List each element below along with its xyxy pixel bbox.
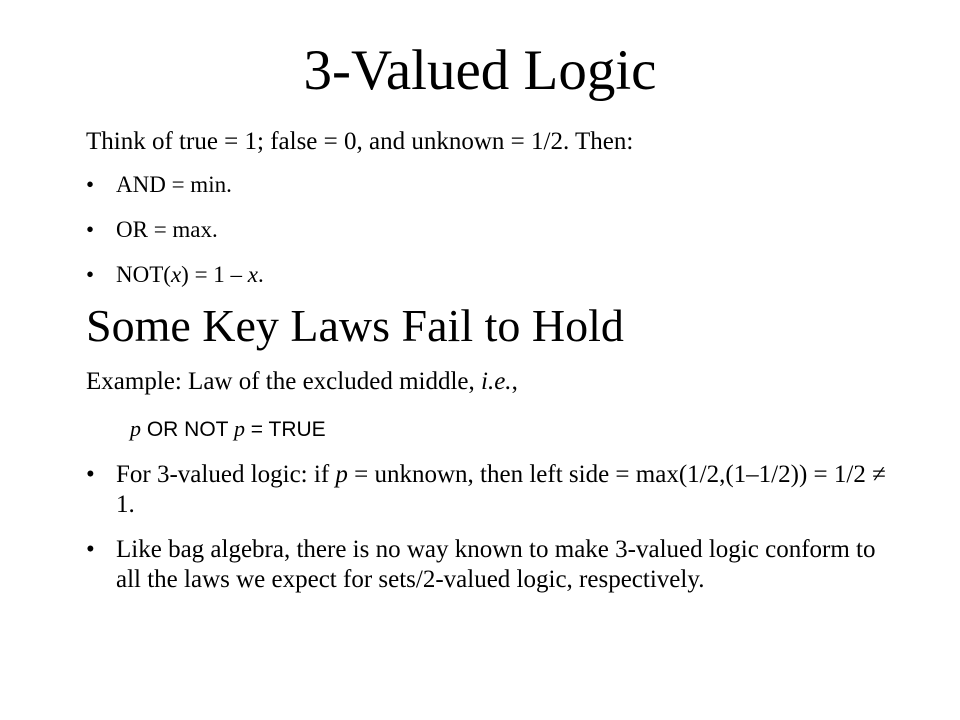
- formula-var-p: p: [130, 416, 141, 441]
- bullet-text: AND = min.: [116, 172, 232, 197]
- variable-x: x: [170, 262, 182, 287]
- bullet-dot: •: [86, 536, 95, 563]
- example-post: ,: [511, 368, 518, 395]
- bullet-text: [116, 260, 264, 290]
- formula-or-not: OR NOT: [141, 418, 234, 441]
- bullet-text: OR = max.: [116, 217, 218, 242]
- formula-var-p: p: [233, 416, 245, 441]
- bullet-text: [116, 460, 886, 520]
- bullet-text-post: = unknown, then left side = max(1/2,(1–1/2)) = 1/2 ≠ 1.: [116, 461, 886, 518]
- bullet-text-pre: For 3-valued logic: if: [116, 461, 336, 488]
- section-heading: Some Key Laws Fail to Hold: [86, 300, 624, 351]
- bullet-text-mid: ) = 1 –: [181, 262, 248, 287]
- formula: [130, 414, 326, 445]
- bullet-text-pre: NOT(: [116, 262, 171, 287]
- bullet-dot: •: [86, 217, 95, 242]
- bullet-dot: •: [86, 461, 95, 488]
- formula-equals-true: = TRUE: [244, 418, 326, 441]
- bullet-three-valued: [86, 460, 886, 520]
- intro-text: Think of true = 1; false = 0, and unknown = 1/2. Then:: [86, 128, 634, 155]
- slide-title: 3-Valued Logic: [303, 39, 657, 102]
- bullet-dot: •: [86, 262, 95, 287]
- bullet-text: Like bag algebra, there is no way known to make 3-valued logic conform to all the laws we expect for sets/2-valued logic, respectively.: [116, 536, 876, 593]
- variable-x: x: [247, 262, 259, 287]
- example-text: [86, 365, 518, 399]
- variable-p: p: [335, 461, 348, 488]
- example-pre: Example: Law of the excluded middle,: [86, 368, 482, 395]
- example-ie: i.e.: [481, 368, 512, 395]
- bullet-dot: •: [86, 172, 95, 197]
- bullet-text-post: .: [258, 262, 264, 287]
- bullet-bag-algebra: [86, 535, 886, 595]
